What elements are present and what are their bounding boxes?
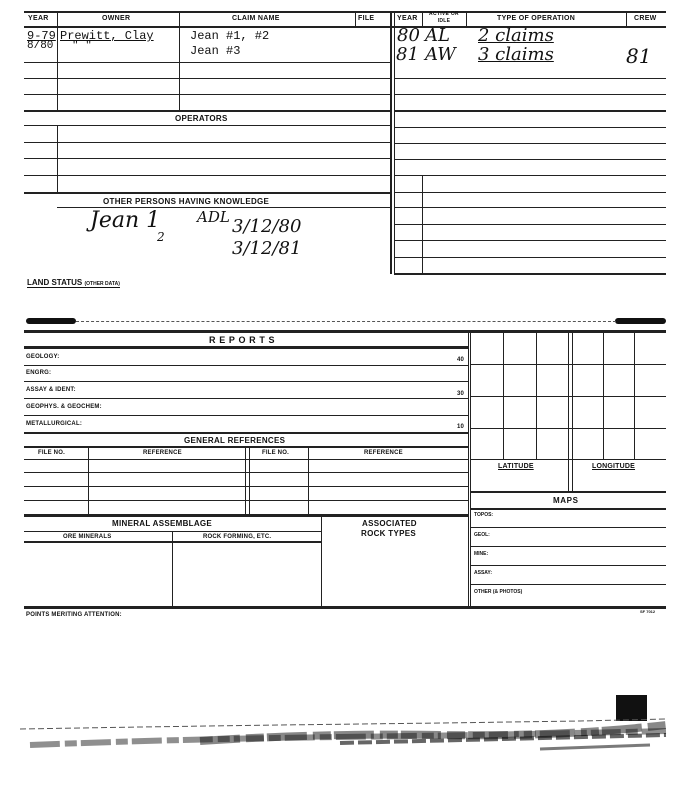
maps-geol: GEOL: <box>474 532 490 538</box>
land-status-text: LAND STATUS <box>27 278 83 287</box>
ref-reference-2: REFERENCE <box>364 450 403 456</box>
op2-status: AW <box>425 44 456 65</box>
general-references-title: GENERAL REFERENCES <box>184 436 286 445</box>
row2-year: 8/80 <box>27 40 54 52</box>
maps-mine: MINE: <box>474 551 489 557</box>
note-name: Jean 1 <box>90 208 161 233</box>
report-assay-num: 30 <box>457 391 465 397</box>
report-geology-label: GEOLOGY: <box>26 354 60 360</box>
op1-type: 2 claims <box>478 25 554 46</box>
operators-label: OPERATORS <box>175 114 228 123</box>
ore-minerals-label: ORE MINERALS <box>63 534 112 540</box>
maps-other: OTHER (& PHOTOS) <box>474 589 523 595</box>
form-number: SF 7012 <box>640 609 656 614</box>
note-sub: 2 <box>157 230 165 244</box>
row2-claim: Jean #3 <box>190 44 241 58</box>
associated-line-2: ROCK TYPES <box>361 529 417 538</box>
ref-file-no-2: FILE NO. <box>262 450 289 456</box>
op1-year: 80 <box>397 25 420 46</box>
report-geology-num: 40 <box>457 357 465 363</box>
row2-owner: " " <box>72 40 92 52</box>
row1-year: 9-79 <box>27 29 56 43</box>
reports-title: R E P O R T S <box>209 335 276 345</box>
note-abbr: ADL <box>197 208 230 226</box>
scan-smudge-right <box>615 318 666 324</box>
row1-claim: Jean #1, #2 <box>190 29 270 43</box>
associated-line-1: ASSOCIATED <box>362 519 417 528</box>
row1-owner: Prewitt, Clay <box>60 29 154 43</box>
land-status-sub: (OTHER DATA) <box>84 281 120 287</box>
header-owner: OWNER <box>102 15 131 22</box>
header-active-idle: ACTIVE OR IDLE <box>429 11 459 24</box>
maps-topos: TOPOS: <box>474 512 494 518</box>
maps-assay: ASSAY: <box>474 570 493 576</box>
ref-reference-1: REFERENCE <box>143 450 182 456</box>
maps-title: MAPS <box>553 496 579 505</box>
report-metallurgical-label: METALLURGICAL: <box>26 421 83 427</box>
op1-status: AL <box>425 25 450 46</box>
op2-crew: 81 <box>626 44 652 68</box>
land-status-label <box>27 278 120 288</box>
note-date-1: 3/12/80 <box>232 216 302 237</box>
header-year: YEAR <box>28 15 49 22</box>
report-metallurgical-num: 10 <box>457 424 465 430</box>
other-persons-label: OTHER PERSONS HAVING KNOWLEDGE <box>103 197 270 206</box>
header-year-2: YEAR <box>397 15 418 22</box>
scan-noise <box>20 715 670 765</box>
points-meriting-attention: POINTS MERITING ATTENTION: <box>26 612 122 618</box>
report-geophys-label: GEOPHYS. & GEOCHEM: <box>26 404 102 410</box>
scan-smudge-left <box>26 318 76 324</box>
header-type-of-operation: TYPE OF OPERATION <box>497 15 576 22</box>
report-assay-label: ASSAY & IDENT: <box>26 387 76 393</box>
header-crew: CREW <box>634 15 657 22</box>
note-date-2: 3/12/81 <box>232 238 302 259</box>
ref-file-no-1: FILE NO. <box>38 450 65 456</box>
report-engrg-label: ENGRG: <box>26 370 52 376</box>
rock-forming-label: ROCK FORMING, ETC. <box>203 534 272 540</box>
header-claim-name: CLAIM NAME <box>232 15 280 22</box>
header-file: FILE <box>358 15 375 22</box>
mineral-assemblage-title: MINERAL ASSEMBLAGE <box>112 519 213 528</box>
op2-type: 3 claims <box>478 44 554 65</box>
latitude-label: LATITUDE <box>498 463 534 470</box>
op2-year: 81 <box>396 44 419 65</box>
longitude-label: LONGITUDE <box>592 463 636 470</box>
